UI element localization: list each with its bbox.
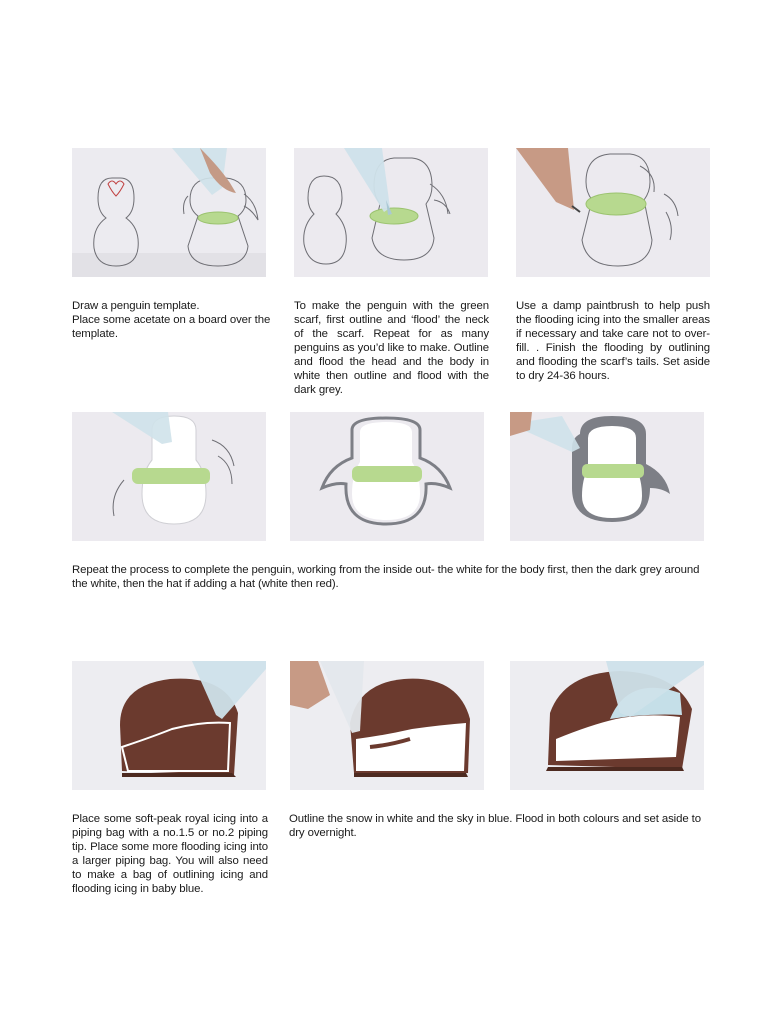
photo-step-5-grey-outline [290,412,484,541]
step-4-6-caption: Repeat the process to complete the penguin, working from the inside out- the white for the body first, then the dark grey around the white, then the hat if adding a hat (white then red). [72,564,700,590]
photo-step-4-white-body [72,412,266,541]
step-1-caption [72,299,272,341]
photo-step-3-paintbrush [516,148,710,277]
step-1-caption-line: Place some acetate on a board over the template. [72,314,271,340]
photo-step-1-template [72,148,266,277]
photo-step-8-snow-flood [290,661,484,790]
photo-step-9-sky-flood [510,661,704,790]
step-3-caption: Use a damp paintbrush to help push the flooding icing into the smaller areas if necessary and take care not to over-fill. . Finish the flooding by outlining and flooding the scarf’s tails. Set aside to dry 24-36 hours. [516,300,710,382]
photo-step-7-cookie-outline [72,661,266,790]
photo-step-2-scarf [294,148,488,277]
step-8-9-caption: Outline the snow in white and the sky in blue. Flood in both colours and set aside to dry overnight. [289,813,701,839]
step-2-caption: To make the penguin with the green scarf, first outline and ‘flood’ the neck of the scarf. Repeat for as many penguins as you’d like to make. Outline and flood the head and the body in white then outline and flood with the dark grey. [294,300,489,396]
photo-step-6-grey-flood [510,412,704,541]
step-7-caption: Place some soft-peak royal icing into a piping bag with a no.1.5 or no.2 piping tip. Place some more flooding icing into a larger piping bag. You will also need to make a bag of outlining icing and flooding icing in baby blue. [72,813,268,895]
step-1-caption-line: Draw a penguin template. [72,300,200,312]
